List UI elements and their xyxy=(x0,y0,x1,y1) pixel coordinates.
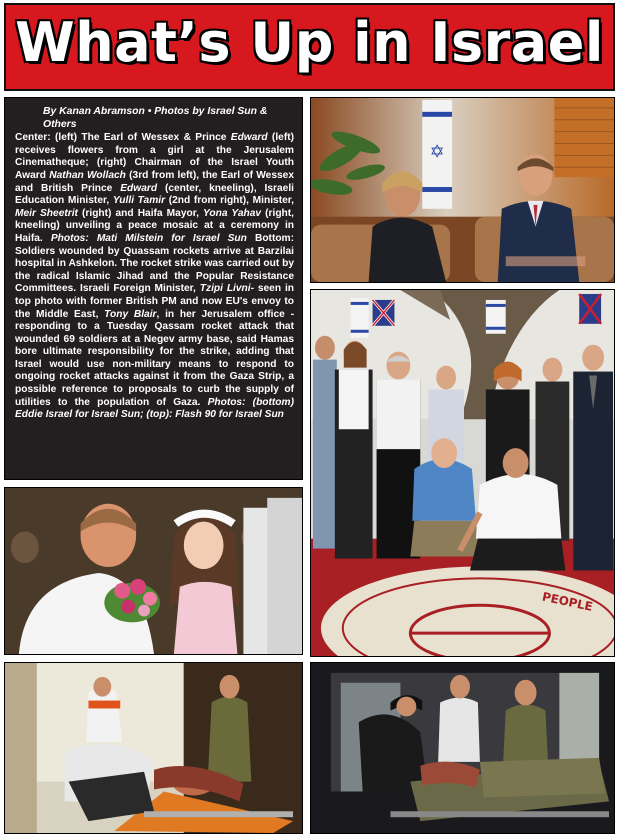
photo-credit: Photos: Mati Milstein for Israel Sun xyxy=(50,232,247,244)
page-title: What’s Up in Israel xyxy=(15,11,604,74)
caption-text: (center, kneeling), Israeli Education Minister, xyxy=(15,182,295,207)
caption-text: (right, kneeling) unveiling a peace mosaic at a ceremony in Haifa. xyxy=(15,207,295,244)
person-name: Edward xyxy=(230,132,268,144)
caption-text: (3rd from left), the Earl of Wessex and British Prince xyxy=(15,169,294,194)
person-name: Nathan Wollach xyxy=(49,169,126,181)
svg-text:✡: ✡ xyxy=(429,141,445,163)
caption-text: - seen in top photo with former British PM and now EU's envoy to the Middle East, xyxy=(15,283,294,320)
person-name: Meir Sheetrit xyxy=(15,207,78,219)
person-name: Tzipi Livni xyxy=(199,283,251,295)
caption-text: (2nd from right), Minister, xyxy=(165,195,294,207)
person-name: Edward xyxy=(120,182,158,194)
hospital-arrival-photo xyxy=(4,662,303,834)
article-text-box xyxy=(4,97,303,480)
prince-edward-girl-flowers-photo xyxy=(4,487,303,655)
person-name: Yona Yahav xyxy=(203,207,262,219)
caption-text: (right) and Haifa Mayor, xyxy=(77,207,204,219)
caption-text: Bottom: Soldiers wounded by Quassam rockets arrive at Barzilai hospital in Ashkelon. The rocket strike was carried out by the radical Islamic Jihad and the Popular Resistance Committees. Israeli Foreign Minister, xyxy=(15,232,295,295)
person-name: Yulli Tamir xyxy=(112,195,166,207)
person-name: Tony Blair xyxy=(104,308,157,320)
caption-text: (left) receives flowers from a girl at the Jerusalem Cinematheque; (right) Chairman of the Israel Youth Award xyxy=(15,132,294,181)
caption-text: , in her Jerusalem office - responding to a Tuesday Qassam rocket attack that wounded 69 soldiers at a Negev army base, said Hamas bore ultimate responsibility for the strike, adding that Israel would use non-military means to respond to ongoing rocket attacks against it from the Gaza Strip, a possible reference to proposals to curb the supply of utilities to the population of Gaza. xyxy=(15,308,294,408)
peace-mosaic-ceremony-photo xyxy=(310,289,615,657)
title-banner xyxy=(4,3,615,91)
photo-credit: Photos: (bottom) Eddie Israel for Israel Sun; (top): Flash 90 for Israel Sun xyxy=(15,396,294,421)
byline: By Kanan Abramson • Photos by Israel Sun & Others xyxy=(43,106,268,130)
livni-blair-meeting-photo xyxy=(310,97,615,283)
wounded-soldier-stretcher-photo xyxy=(310,662,615,834)
caption-text: Center: (left) The Earl of Wessex & Prince xyxy=(15,132,231,144)
mosaic-text: PEOPLE xyxy=(540,589,595,614)
